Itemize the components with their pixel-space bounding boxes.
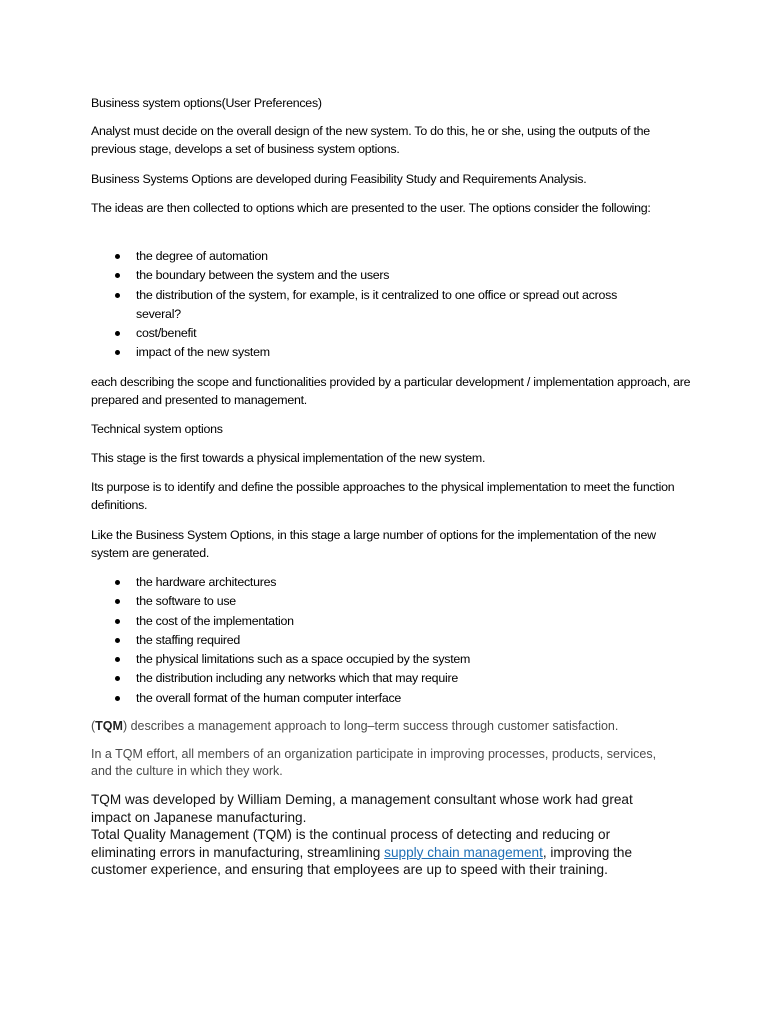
bullet-dot-icon: [115, 580, 120, 585]
paragraph-like-bso: Like the Business System Options, in this stage a large number of options for the implementation of the new system are generated.: [91, 528, 656, 560]
list-item: the cost of the implementation: [91, 612, 691, 631]
business-options-list: [91, 247, 691, 363]
bullet-dot-icon: [115, 696, 120, 701]
list-item: the overall format of the human computer interface: [91, 689, 691, 708]
paragraph-total-quality: Total Quality Management (TQM) is the continual process of detecting and reducing or eliminating errors in manufacturing, streamlining supply chain management, improving the customer experience, and ensuring that employees are up to speed with their training.: [91, 827, 633, 877]
paragraph-tqm-definition: (TQM) describes a management approach to long–term success through customer satisfaction.: [91, 719, 619, 733]
list-item: impact of the new system: [91, 343, 691, 362]
supply-chain-management-link[interactable]: supply chain management: [384, 844, 543, 860]
list-item: the physical limitations such as a space occupied by the system: [91, 650, 691, 669]
bullet-dot-icon: [115, 676, 120, 681]
list-item: the staffing required: [91, 631, 691, 650]
paragraph-bso-developed: Business Systems Options are developed during Feasibility Study and Requirements Analysis.: [91, 172, 587, 186]
paragraph-each-describing: each describing the scope and functionalities provided by a particular development / implementation approach, are prepared and presented to management.: [91, 375, 691, 407]
heading-technical-system-options: Technical system options: [91, 422, 223, 436]
bullet-dot-icon: [115, 657, 120, 662]
list-item: cost/benefit: [91, 324, 691, 343]
paragraph-ideas: The ideas are then collected to options which are presented to the user. The options consider the following:: [91, 201, 651, 215]
bullet-dot-icon: [115, 599, 120, 604]
list-item: the hardware architectures: [91, 573, 691, 592]
paragraph-analyst: Analyst must decide on the overall design of the new system. To do this, he or she, using the outputs of the previous stage, develops a set of business system options.: [91, 124, 650, 156]
paragraph-stage-first: This stage is the first towards a physical implementation of the new system.: [91, 451, 486, 465]
paragraph-purpose: Its purpose is to identify and define the possible approaches to the physical implementation to meet the function definitions.: [91, 480, 675, 512]
bullet-dot-icon: [115, 254, 120, 259]
list-item: the distribution of the system, for example, is it centralized to one office or spread out across several?: [91, 286, 691, 325]
technical-options-list: [91, 573, 691, 708]
bullet-dot-icon: [115, 273, 120, 278]
heading-business-system-options: Business system options(User Preferences): [91, 96, 322, 110]
tqm-abbreviation: TQM: [95, 719, 123, 733]
bullet-dot-icon: [115, 293, 120, 298]
paragraph-deming: TQM was developed by William Deming, a management consultant whose work had great impact on Japanese manufacturing.: [91, 792, 633, 825]
bullet-dot-icon: [115, 638, 120, 643]
list-item: the distribution including any networks which that may require: [91, 669, 691, 688]
bullet-dot-icon: [115, 350, 120, 355]
bullet-dot-icon: [115, 619, 120, 624]
paragraph-tqm-effort: In a TQM effort, all members of an organization participate in improving processes, products, services, and the culture in which they work.: [91, 747, 657, 778]
bullet-dot-icon: [115, 331, 120, 336]
list-item: the degree of automation: [91, 247, 691, 266]
list-item: the boundary between the system and the users: [91, 266, 691, 285]
list-item: the software to use: [91, 592, 691, 611]
